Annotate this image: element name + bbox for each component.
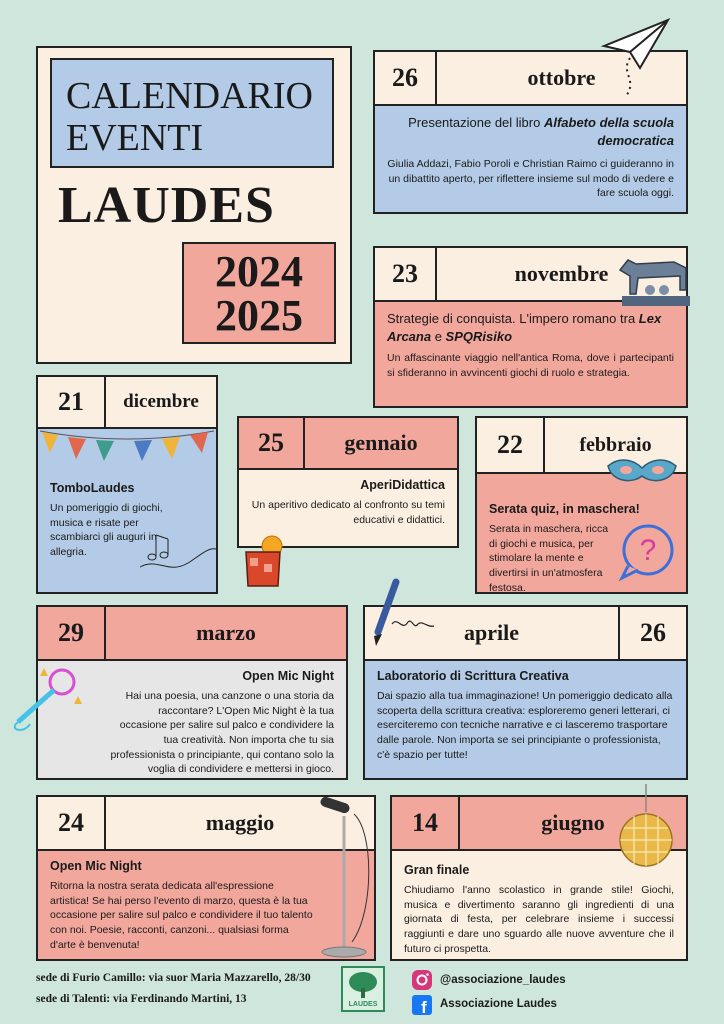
cocktail-icon: [240, 532, 288, 590]
facebook-icon[interactable]: [411, 994, 433, 1016]
event-month: dicembre: [123, 391, 199, 412]
laudes-logo: [341, 966, 385, 1012]
org-name: LAUDES: [58, 177, 275, 234]
facebook-page[interactable]: Associazione Laudes: [440, 998, 557, 1010]
instagram-icon[interactable]: [411, 969, 433, 991]
event-day: 25: [239, 418, 305, 468]
svg-text:f: f: [421, 998, 427, 1016]
event-title: Open Mic Night: [242, 669, 334, 683]
event-title: Presentazione del libro Alfabeto della scuola democratica: [408, 115, 674, 148]
address-furio-camillo: sede di Furio Camillo: via suor Maria Mazzarello, 28/30: [36, 972, 311, 984]
title-banner: [50, 58, 334, 168]
event-month: novembre: [514, 261, 609, 286]
instagram-handle[interactable]: @associazione_laudes: [440, 974, 566, 986]
event-day: 14: [392, 797, 460, 849]
event-title: Open Mic Night: [50, 859, 142, 873]
event-day: 24: [38, 797, 106, 849]
event-title: AperiDidattica: [360, 478, 445, 492]
event-dicembre: [36, 375, 218, 594]
event-title: Laboratorio di Scrittura Creativa: [377, 669, 569, 683]
event-day: 29: [38, 607, 106, 659]
logo-text: LAUDES: [348, 1001, 378, 1008]
event-title: Gran finale: [404, 863, 470, 877]
address-talenti: sede di Talenti: via Ferdinando Martini, 13: [36, 993, 247, 1005]
microphone-icon: [4, 664, 86, 736]
svg-text:?: ?: [639, 534, 657, 567]
event-title: Serata quiz, in maschera!: [489, 502, 640, 516]
tree-logo-icon: [343, 970, 383, 1000]
pen-icon: [368, 576, 438, 650]
event-description: Chiudiamo l'anno scolastico in grande stile! Giochi, musica e divertimento saranno gli ingredienti di una giornata di festa, per celebrare insieme i successi raggiunti e dare uno sguardo alle nuove avventure che il futuro ci prospetta.: [404, 884, 674, 955]
event-day: 26: [375, 52, 437, 104]
event-description: Un aperitivo dedicato al confronto su temi educativi e didattici.: [251, 499, 445, 526]
event-day: 23: [375, 248, 437, 300]
music-note-icon: [138, 527, 218, 577]
title-block: [36, 46, 352, 364]
question-bubble-icon: [614, 520, 680, 582]
wolf-statue-icon: [614, 246, 696, 308]
event-day: 22: [477, 418, 545, 472]
event-description: Dai spazio alla tua immaginazione! Un pomeriggio dedicato alla scoperta della scrittura creativa: esploreremo generi letterari, ci eserciteremo con tecniche narrative e ci lasceremo trasportare dalle parole. Non importa se sei principiante o professionista, c'è spazio per tutte!: [377, 690, 673, 761]
event-description: Giulia Addazi, Fabio Poroli e Christian Raimo ci guideranno in un dibattito aperto, per riflettere insieme sul modo di vedere e fare scuola oggi.: [387, 158, 674, 200]
event-month: marzo: [196, 620, 256, 645]
year-1: 2024: [215, 247, 303, 296]
event-description: Hai una poesia, una canzone o una storia da raccontare? L'Open Mic Night è la tua occasione per salire sul palco e condividere la tua creatività. Non importa che tu sia professionista o principiante, qui contano solo la voglia di condividere e mettersi in gioco.: [110, 690, 334, 776]
bunting-icon: [38, 429, 216, 465]
microphone-stand-icon: [314, 792, 380, 962]
event-day: 26: [618, 607, 686, 659]
year-box: [182, 242, 336, 344]
event-month: maggio: [205, 810, 275, 835]
disco-ball-icon: [616, 784, 676, 868]
event-description: Serata in maschera, ricca di giochi e musica, per stimolare la mente e divertirsi in un'atmosfera festosa.: [489, 523, 609, 594]
title-line1: CALENDARIO: [66, 75, 313, 117]
event-month: aprile: [464, 620, 519, 645]
event-month: ottobre: [527, 65, 596, 90]
event-description: Un affascinante viaggio nell'antica Roma, dove i partecipanti si sfideranno in avvincenti giochi di ruolo e strategia.: [387, 352, 674, 379]
event-day: 21: [38, 377, 106, 427]
paper-plane-icon: [600, 18, 672, 98]
event-description: Ritorna la nostra serata dedicata all'espressione artistica! Se hai perso l'evento di marzo, questa è la tua occasione per salire sul palco e condividere il tuo talento con noi. Poesie, racconti, canzoni... qualsiasi forma d'arte è benvenuta!: [50, 880, 313, 951]
event-gennaio: [237, 416, 459, 548]
event-month: febbraio: [579, 433, 652, 456]
event-description: Un pomeriggio di giochi, musica e risate per scambiarci gli auguri in allegria.: [50, 502, 163, 559]
event-title: TomboLaudes: [50, 481, 135, 495]
event-title: Strategie di conquista. L'impero romano tra Lex Arcana e SPQRisiko: [387, 311, 662, 344]
event-month: giugno: [541, 810, 605, 835]
mask-icon: [606, 456, 678, 486]
year-2: 2025: [215, 291, 303, 340]
event-month: gennaio: [344, 430, 418, 455]
title-line2: EVENTI: [66, 117, 204, 159]
